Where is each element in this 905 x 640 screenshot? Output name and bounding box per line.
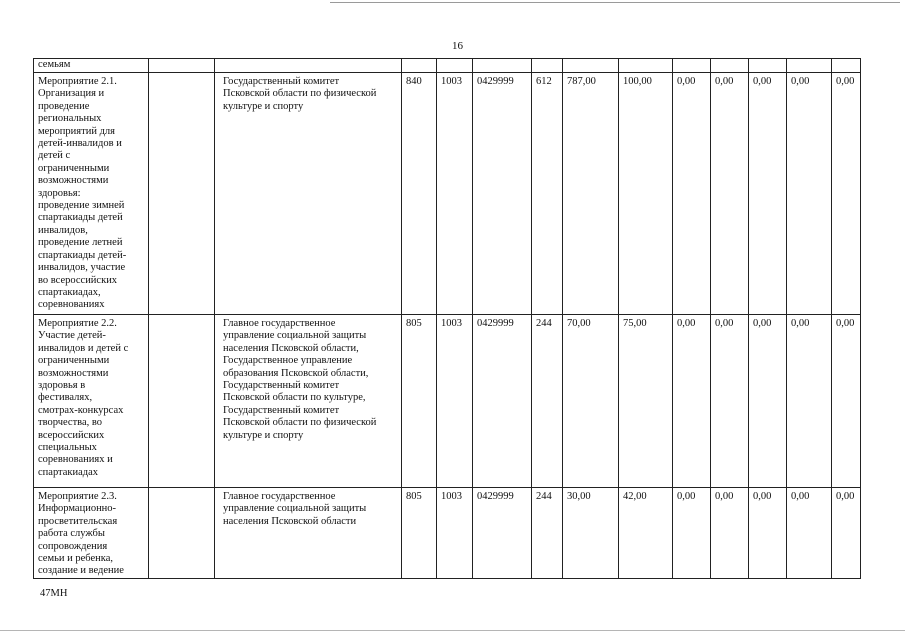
cell-expense-type: 244 (532, 488, 563, 579)
cell-value-1: 30,00 (563, 488, 619, 579)
cell-target-article: 0429999 (473, 73, 532, 315)
cell-empty (149, 488, 215, 579)
scan-edge-top (330, 2, 900, 3)
responsible-entity: Государственное управление образования Псковской области, (223, 355, 369, 379)
cell-empty (149, 315, 215, 488)
cell-value-3: 0,00 (673, 488, 711, 579)
cell-value-5: 0,00 (749, 488, 787, 579)
cell-value-7: 0,00 (832, 488, 861, 579)
table-row-header-fragment (34, 59, 861, 73)
cell-value-3: 0,00 (673, 315, 711, 488)
cell-responsible (215, 488, 402, 579)
cell-responsible (215, 73, 402, 315)
responsible-entity: Государственный комитет Псковской области по физической культуре и спорту (223, 404, 377, 441)
responsible-entity: Государственный комитет Псковской области по физической культуре и спорту (223, 76, 377, 112)
cell-value-1: 787,00 (563, 73, 619, 315)
cell-value-4: 0,00 (711, 73, 749, 315)
cell-section: 1003 (437, 315, 473, 488)
table-body (34, 59, 861, 579)
cell-empty (149, 73, 215, 315)
cell-section: 1003 (437, 73, 473, 315)
page-number: 16 (452, 40, 463, 52)
cell-expense-type: 244 (532, 315, 563, 488)
cell-responsible (215, 315, 402, 488)
cell-value-4: 0,00 (711, 488, 749, 579)
footer-code: 47МН (40, 588, 68, 599)
cell-value-5: 0,00 (749, 73, 787, 315)
responsible-entity: Государственный комитет Псковской области по культуре, (223, 380, 366, 404)
cell-value-7: 0,00 (832, 73, 861, 315)
cell-value-7: 0,00 (832, 315, 861, 488)
budget-table (33, 58, 861, 579)
scan-edge-bottom (0, 630, 905, 631)
cell-value-3: 0,00 (673, 73, 711, 315)
cell-section: 1003 (437, 488, 473, 579)
cell-value-5: 0,00 (749, 315, 787, 488)
responsible-entity: Главное государственное управление социальной защиты населения Псковской области (223, 491, 367, 527)
responsible-entity: Главное государственное управление социальной защиты населения Псковской области, (223, 318, 367, 354)
cell-grbs: 805 (402, 315, 437, 488)
cell-value-1: 70,00 (563, 315, 619, 488)
cell-value-6: 0,00 (787, 73, 832, 315)
cell-event-name: Мероприятие 2.3. Информационно- просветительская работа службы сопровождения семьи и ребенка, создание и ведение (34, 488, 149, 579)
cell-target-article: 0429999 (473, 315, 532, 488)
cell-value-2: 42,00 (619, 488, 673, 579)
cell-target-article: 0429999 (473, 488, 532, 579)
table-row (34, 488, 861, 579)
cell-value-6: 0,00 (787, 315, 832, 488)
cell-event-name: Мероприятие 2.2. Участие детей- инвалидов и детей с ограниченными возможностями здоровья в фестивалях, смотрах-конкурсах творчества, во всероссийских специальных соревнованиях и спартакиадах (34, 315, 149, 488)
cell-event-name: Мероприятие 2.1. Организация и проведение региональных мероприятий для детей-инвалидов и детей с ограниченными возможностями здоровья: проведение зимней спартакиады детей инвалидов, проведение летней спартакиады детей- инвалидов, участие во всероссийских спартакиадах, соревнованиях (34, 73, 149, 315)
cell-grbs: 840 (402, 73, 437, 315)
cell-value-2: 75,00 (619, 315, 673, 488)
cell-grbs: 805 (402, 488, 437, 579)
cell-value-2: 100,00 (619, 73, 673, 315)
table-row (34, 73, 861, 315)
cell-value-6: 0,00 (787, 488, 832, 579)
table-row (34, 315, 861, 488)
cell-expense-type: 612 (532, 73, 563, 315)
cell-value-4: 0,00 (711, 315, 749, 488)
cell-fragment: семьям (34, 59, 149, 73)
